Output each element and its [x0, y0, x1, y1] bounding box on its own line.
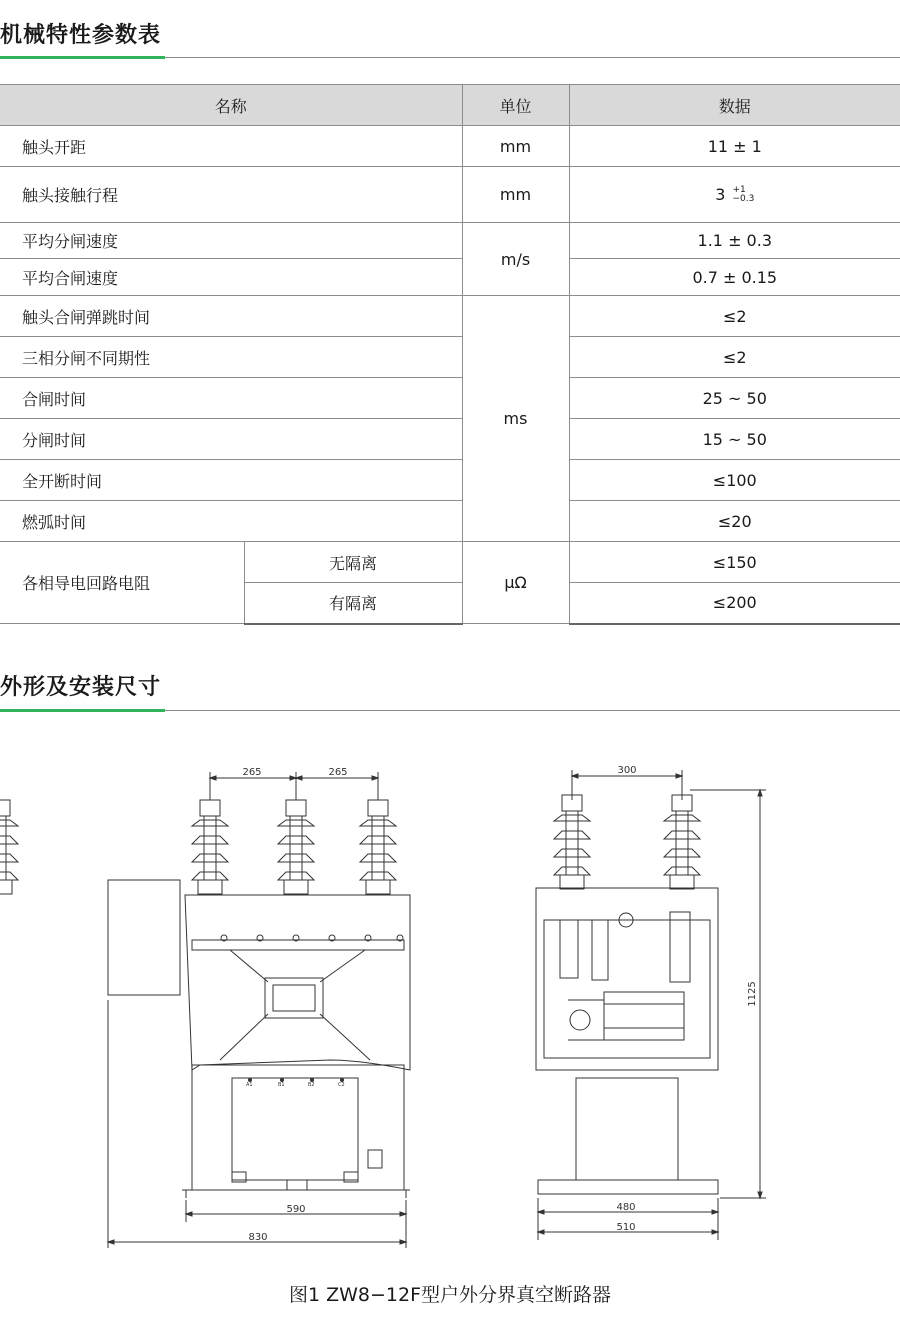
row-value: 11 ± 1 — [569, 126, 900, 167]
phase-label: C2 — [338, 1082, 345, 1088]
tolerance-lower: −0.3 — [732, 194, 755, 205]
row-name: 各相导电回路电阻 — [0, 542, 244, 624]
row-subname: 有隔离 — [244, 583, 462, 624]
row-name: 燃弧时间 — [0, 501, 462, 542]
section-title-mechanical: 机械特性参数表 — [0, 23, 162, 48]
table-row — [0, 223, 900, 259]
tolerance-upper: +1 — [732, 185, 746, 196]
table-row — [0, 337, 900, 378]
side-view — [536, 770, 766, 1240]
row-value: ≤150 — [569, 542, 900, 583]
dim-label: 265 — [328, 767, 348, 778]
table-row — [0, 296, 900, 337]
dim-label: 480 — [616, 1202, 636, 1213]
header-value: 数据 — [569, 85, 900, 126]
row-name: 三相分闸不同期性 — [0, 337, 462, 378]
tolerance — [732, 186, 754, 204]
row-value: 15 ~ 50 — [569, 419, 900, 460]
row-unit: μΩ — [462, 542, 569, 624]
dim-label: 1125 — [747, 981, 758, 1007]
mechanical-spec-table — [0, 84, 900, 625]
row-name: 触头接触行程 — [0, 167, 462, 223]
row-subname: 无隔离 — [244, 542, 462, 583]
row-unit: mm — [462, 167, 569, 223]
row-value: 1.1 ± 0.3 — [569, 223, 900, 259]
table-row — [0, 542, 900, 583]
header-name: 名称 — [0, 85, 462, 126]
dim-label: 830 — [248, 1232, 268, 1243]
row-name: 平均分闸速度 — [0, 223, 462, 259]
row-value: ≤2 — [569, 337, 900, 378]
phase-label: B2 — [308, 1082, 315, 1088]
dim-label: 265 — [242, 767, 262, 778]
row-value: 0.7 ± 0.15 — [569, 259, 900, 296]
row-name: 分闸时间 — [0, 419, 462, 460]
table-row — [0, 378, 900, 419]
row-value: ≤100 — [569, 460, 900, 501]
value-main: 3 — [715, 184, 726, 204]
dim-label: 590 — [286, 1204, 306, 1215]
front-view — [0, 772, 410, 1248]
table-row — [0, 501, 900, 542]
row-unit: m/s — [462, 223, 569, 296]
dim-label: 300 — [617, 765, 637, 776]
phase-label: B1 — [278, 1082, 285, 1088]
dim-label: 510 — [616, 1222, 636, 1233]
figure-caption: 图1 ZW8−12F型户外分界真空断路器 — [288, 1284, 612, 1306]
section-accent — [0, 709, 165, 712]
table-row — [0, 460, 900, 501]
row-name: 合闸时间 — [0, 378, 462, 419]
row-value — [569, 167, 900, 223]
row-name: 触头合闸弹跳时间 — [0, 296, 462, 337]
header-unit: 单位 — [462, 85, 569, 126]
row-unit: ms — [462, 296, 569, 542]
table-row — [0, 259, 900, 296]
table-row — [0, 167, 900, 223]
row-name: 全开断时间 — [0, 460, 462, 501]
phase-label: A1 — [246, 1082, 253, 1088]
section-title-dimensions: 外形及安装尺寸 — [0, 675, 162, 700]
row-name: 触头开距 — [0, 126, 462, 167]
row-value: ≤200 — [569, 583, 900, 624]
row-value: ≤20 — [569, 501, 900, 542]
table-row — [0, 126, 900, 167]
dimension-drawing — [0, 750, 900, 1270]
row-value: ≤2 — [569, 296, 900, 337]
table-row — [0, 419, 900, 460]
row-value: 25 ~ 50 — [569, 378, 900, 419]
row-unit: mm — [462, 126, 569, 167]
section-accent — [0, 56, 165, 59]
row-name: 平均合闸速度 — [0, 259, 462, 296]
